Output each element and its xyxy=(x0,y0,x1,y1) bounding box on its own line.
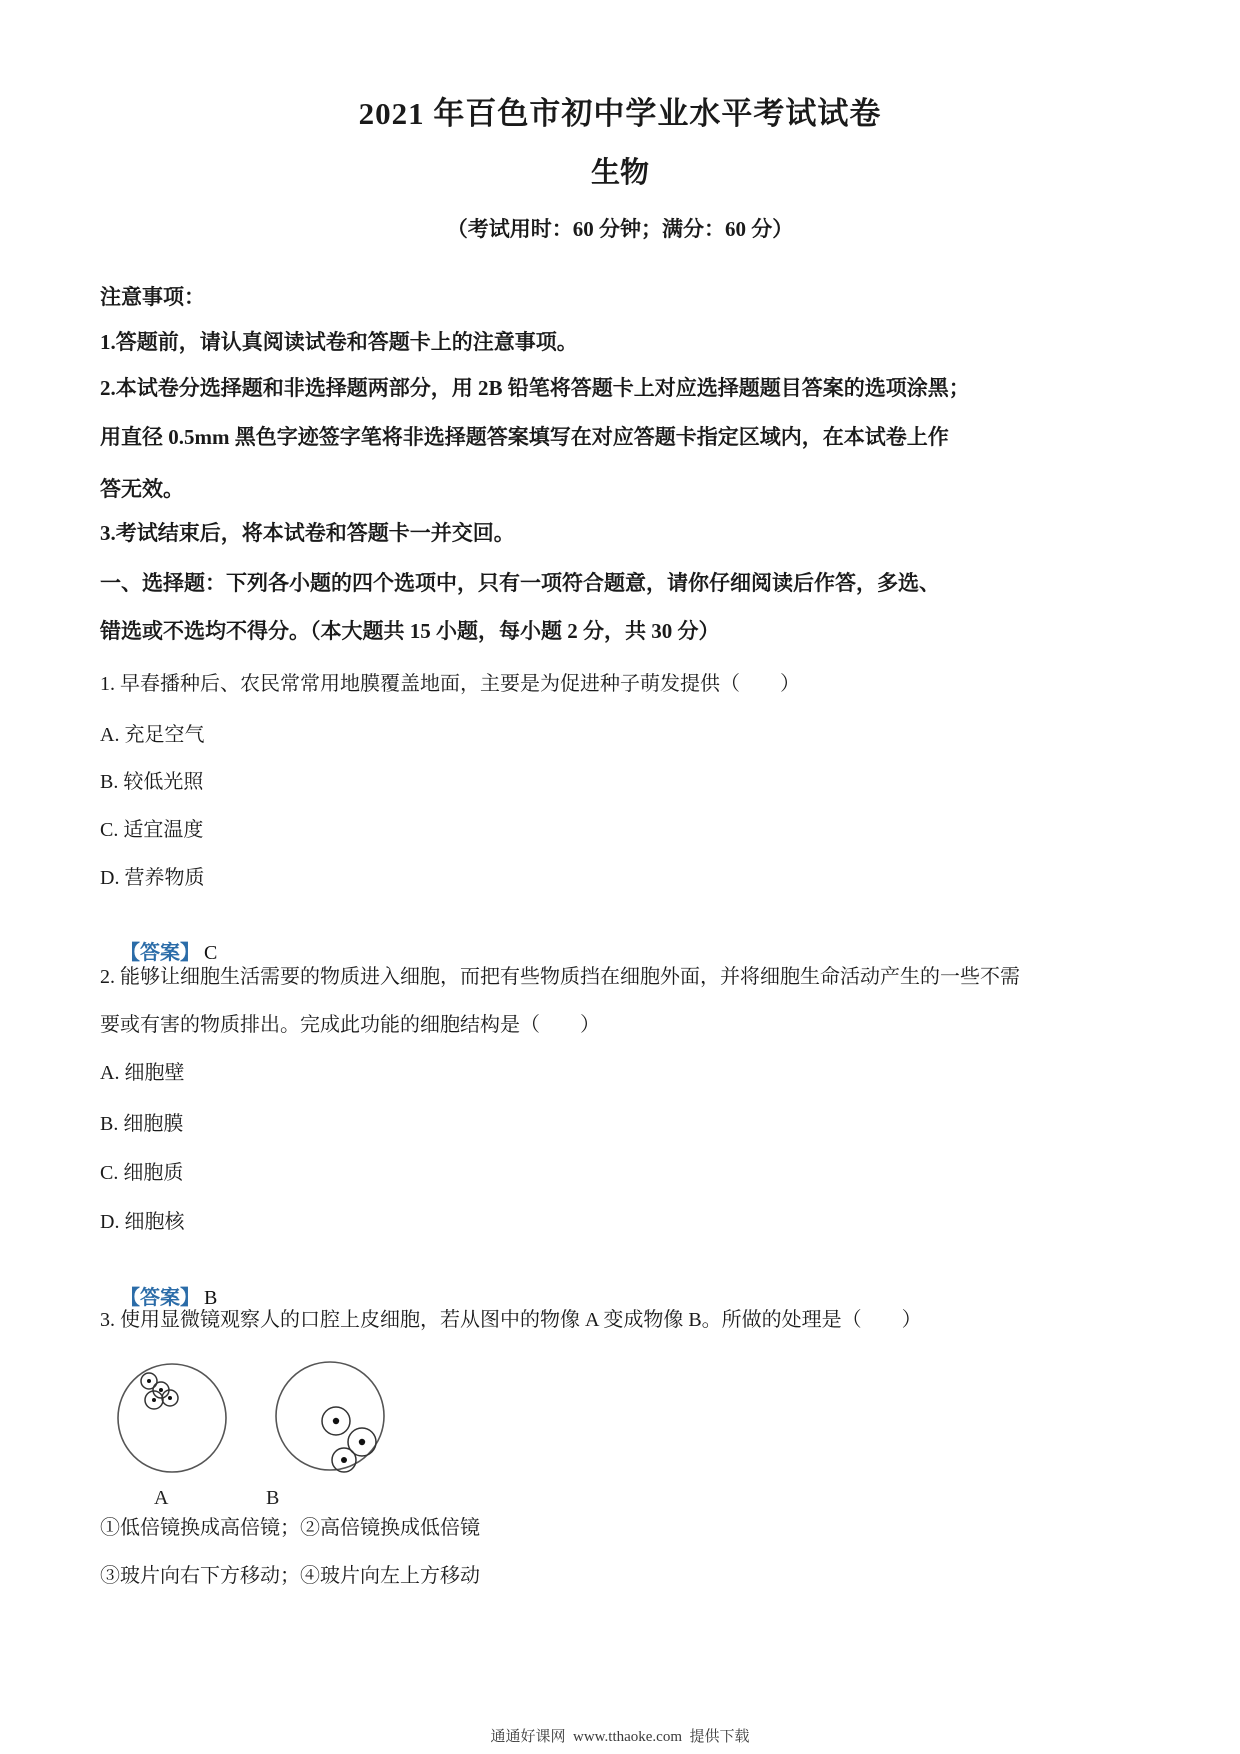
question-3-note-options-12: ①低倍镜换成高倍镜；②高倍镜换成低倍镜 xyxy=(100,1517,480,1539)
question-3-note-options-34: ③玻片向右下方移动；④玻片向左上方移动 xyxy=(100,1565,480,1587)
exam-title: 2021 年百色市初中学业水平考试试卷 xyxy=(358,96,882,131)
notice-item-2-line2: 用直径 0.5mm 黑色字迹签字笔将非选择题答案填写在对应答题卡指定区域内，在本试卷上作 xyxy=(100,425,949,449)
question-2-option-a: A. 细胞壁 xyxy=(100,1062,185,1084)
question-1-option-d: D. 营养物质 xyxy=(100,867,205,889)
field-b-circle xyxy=(276,1362,384,1470)
question-1-option-a: A. 充足空气 xyxy=(100,724,205,746)
question-2-text-line2: 要或有害的物质排出。完成此功能的细胞结构是（ ） xyxy=(100,1014,600,1036)
question-2-text-line1: 2. 能够让细胞生活需要的物质进入细胞，而把有些物质挡在细胞外面，并将细胞生命活动产生的一些不需 xyxy=(100,966,1020,988)
notice-item-1: 1.答题前，请认真阅读试卷和答题卡上的注意事项。 xyxy=(100,330,578,354)
question-2-option-b: B. 细胞膜 xyxy=(100,1113,184,1135)
nucleus-dot-icon xyxy=(152,1398,156,1402)
field-a-circle xyxy=(118,1364,226,1472)
microscope-fields-svg xyxy=(98,1352,408,1512)
nucleus-dot-icon xyxy=(147,1379,151,1383)
notice-heading: 注意事项： xyxy=(100,285,205,309)
answer-value: B xyxy=(204,1287,218,1309)
question-1-text: 1. 早春播种后、农民常常用地膜覆盖地面，主要是为促进种子萌发提供（ ） xyxy=(100,673,800,695)
notice-item-2-line3: 答无效。 xyxy=(100,477,184,501)
answer-label: 【答案】 xyxy=(120,1287,200,1309)
figure-label-a: A xyxy=(154,1487,169,1509)
figure-label-b: B xyxy=(266,1487,280,1509)
question-1-option-b: B. 较低光照 xyxy=(100,771,204,793)
nucleus-dot-icon xyxy=(333,1418,339,1424)
footer-credit: 通通好课网 www.tthaoke.com 提供下载 xyxy=(490,1729,750,1745)
microscope-figure xyxy=(98,1352,408,1512)
nucleus-dot-icon xyxy=(168,1396,172,1400)
notice-item-2-line1: 2.本试卷分选择题和非选择题两部分，用 2B 铅笔将答题卡上对应选择题题目答案的选项涂黑； xyxy=(100,376,970,400)
nucleus-dot-icon xyxy=(341,1457,347,1463)
notice-item-3: 3.考试结束后，将本试卷和答题卡一并交回。 xyxy=(100,521,515,545)
nucleus-dot-icon xyxy=(359,1439,365,1445)
exam-info: （考试用时：60 分钟；满分：60 分） xyxy=(446,217,794,241)
question-1-option-c: C. 适宜温度 xyxy=(100,819,204,841)
section-heading-line2: 错选或不选均不得分。（本大题共 15 小题，每小题 2 分，共 30 分） xyxy=(100,619,720,643)
answer-value: C xyxy=(204,942,218,964)
section-heading-line1: 一、选择题：下列各小题的四个选项中，只有一项符合题意，请你仔细阅读后作答，多选、 xyxy=(100,571,940,595)
nucleus-dot-icon xyxy=(159,1388,163,1392)
answer-label: 【答案】 xyxy=(120,942,200,964)
subject-title: 生物 xyxy=(590,157,649,189)
question-3-text: 3. 使用显微镜观察人的口腔上皮细胞，若从图中的物像 A 变成物像 B。所做的处理是（ ） xyxy=(100,1309,922,1331)
question-2-option-d: D. 细胞核 xyxy=(100,1211,185,1233)
question-2-option-c: C. 细胞质 xyxy=(100,1162,184,1184)
